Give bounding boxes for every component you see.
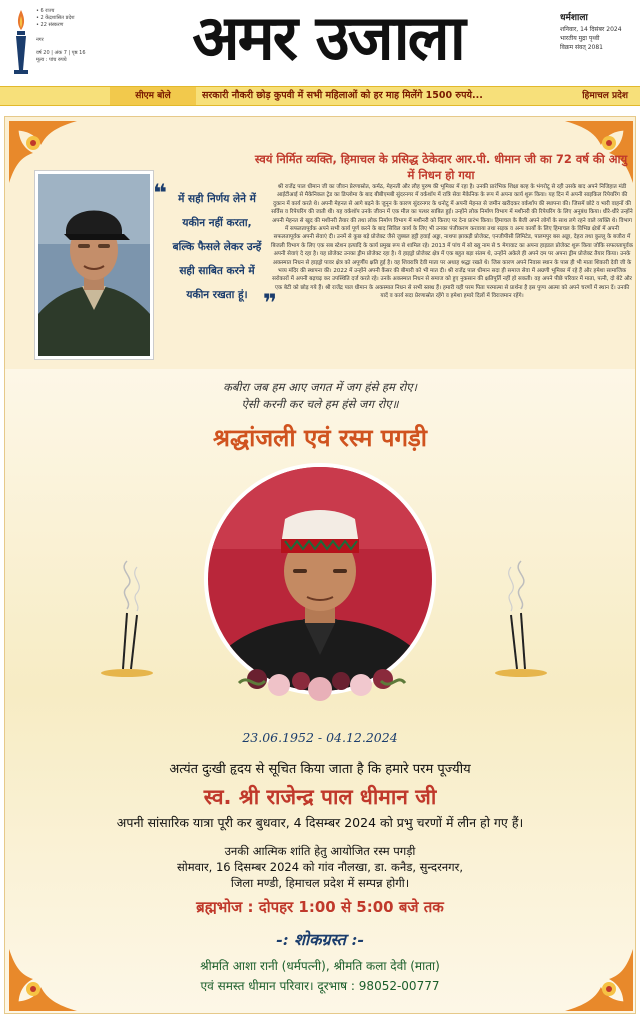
meta-line: • 2 केंद्रशासित प्रदेश (36, 15, 75, 21)
person-portrait-icon (38, 174, 150, 356)
mourners-line: श्रीमति आशा रानी (धर्मपत्नी), श्रीमति कला देवी (माता) (200, 959, 440, 973)
ticker-section[interactable]: हिमाचल प्रदेश (582, 91, 628, 101)
mourners-contact: एवं समस्त धीमान परिवार। दूरभाष : 98052-00777 (200, 979, 440, 993)
issue-date: शनिवार, 14 दिसंबर 2024 (560, 26, 622, 33)
quote-line: में सही निर्णय लेने में (178, 193, 256, 205)
samvat-info: विक्रम संवत् 2081 (560, 44, 603, 51)
portrait-photo-casual (35, 171, 153, 359)
biography-text: श्री राजेंद्र पाल धीमान जी का जीवन प्रेरणास्रोत, कर्मठ, मेहनती और लौह पुरुष की भूमिका में रहा है। उनकी प्रारंभिक शिक्षा बल्ह के भंगरोटू से रही उसके बाद अपने निजिहात मंडी आईटीआई से मैकेनिकल ट्रेड का डिप्लोमा के बाद बीबीएमबी सुंदरनगर में वर्कशॉप में रात्रि सेवा मैकेनिक के रूप में अपना कार्य शुरू किया। यह दिन में अपनी साइकिल रिपेयरिंग की दुकान में कार्य करते थे। अपनी मेहनत से आगे बढ़ने के जुनून के कारण सुंदरनगर के धनोटू में अपनी मेहनत से जमीन खरीदकर वर्कशॉप की स्थापना की। जिसमें छोटे व भारी वाहनों की सर्विस व रिपेयरिंग की जाती थी। यह वर्कशॉप उनके जीवन में एक मील का पत्थर साबित हुई। उन्होंने लोक निर्माण विभाग में मशीनरी की रिपेयरिंग के लिए अनुबंध किया। धीरे-धीरे उन्होंने अपनी मेहनत से खुद की मशीनरी तैयार की तथा लोक निर्माण विभाग में मशीनरी को किराए पर देना प्रारंभ किया। हिमाचल के बैजी अपने लोगों के साथ लगे रहने वाले व्यक्ति थे। विभाग में सफलतापूर्वक अपने सभी कार्य पूर्ण करने के बाद सिविल कार्य के लिए भी उनका पंजीकरण करवाया तथा सड़क व अन्य कार्यों के लिए हिमाचल के विभिन्न क्षेत्रों में अपनी सफलतापूर्वक अपनी सेवाएं दी। उनमें से कुछ बड़े प्रोजेक्ट जैसे जुब्बल हट्टी हवाई अड्डा, नाथपा झाकड़ी प्रोजेक्ट, एनजीपीसी लिमिटेड, पालमपुर बस अड्डा, देहरा तथा कुल्लू के बजौरा में बिजली विभाग के लिए एक सब स्टेशन इत्यादि के कार्य प्रमुख रूप से शामिल रहे। 2013 में पांच में सो ख्यु नाम से 5 मेगावाट का अपना हाइडल प्रोजेक्ट शुरू किया जोकि सफलतापूर्वक अपनी सेवाएं दे रहा है। यह प्रोजेक्ट उनका ड्रीम प्रोजेक्ट रहा है। ये हाइड्रो प्रोजेक्ट क्षेत्र में एक बहुत बड़ा संतम थे, उन्होंने अकेले ही अपने दम पर अपना ड्रीम प्रोजेक्ट तैयार किया। उनके अकस्मात निधन से हाइड्रो पावर क्षेत्र को अपूर्णीय क्षति हुई है। वह शिवरात्रि देवी माता पर अथाह श्रद्धा रखते थे। जिस कारण अपने निवास स्थान के पास ही भी माता शिकारी देवी जी के भव्य मंदिर की स्थापना की। 2022 में उन्होंने अपनी कैंसर की बीमारी को भी मात दी। श्री राजेंद्र पाल धीमान सदा ही समाज सेवा में अग्रणी भूमिका में रहे हैं और हमेशा सामाजिक सरोकारों में अपनी बढ़चढ़ कर उपस्थिति दर्ज करते रहे। उनके अकस्मात निधन से समाज को हुए नुकसान की क्षतिपूर्ति नहीं हो सकती। वह अपने पीछे परिवार में माता, पत्नी, दो बेटे और एक बेटी को छोड़ गये हैं। श्री राजेंद्र पाल धीमान के अकस्मात निधन से सभी स्तब्ध हैं। हमारी यही परम पिता परमात्मा से प्रार्थना है इस पुण्य आत्मा को अपने चरणों में स्थान दें। उनकी यादें व कार्य सदा प्रेरणास्रोत रहेंगे व हमेशा हमारे दिलों में विराजमान रहेंगे। (271, 184, 633, 300)
meta-line: नगर (36, 37, 44, 43)
kabir-couplet (5, 379, 635, 413)
ceremony-date-place: सोमवार, 16 दिसम्बर 2024 को गांव नौलखा, डा. कनैड, सुन्दरनगर, (176, 860, 464, 874)
edition-info (36, 8, 118, 64)
calendar-info: भारतीय मुद्रा पृथ्वी (560, 35, 600, 42)
dateline (560, 14, 638, 52)
ceremony-district: जिला मण्डी, हिमाचल प्रदेश में सम्पन्न होगी। (230, 876, 410, 890)
obituary-headline: स्वयं निर्मित व्यक्ति, हिमाचल के प्रसिद्ध ठेकेदार आर.पी. धीमान जी का 72 वर्ष की आयु में निधन हो गया (254, 152, 628, 182)
deceased-name: स्व. श्री राजेन्द्र पाल धीमान जी (203, 785, 437, 809)
city-name: धर्मशाला (560, 13, 588, 23)
person-portrait-icon (195, 459, 445, 709)
memorial-portrait (195, 459, 445, 709)
brahmabhoj-time: ब्रह्मभोज : दोपहर 1:00 से 5:00 बजे तक (196, 898, 444, 916)
news-ticker (0, 86, 640, 106)
meta-line: वर्ष 20 | अंक 7 | पृष्ठ 16 (36, 50, 86, 56)
announcement-demise: अपनी सांसारिक यात्रा पूरी कर बुधवार, 4 दिसम्बर 2024 को प्रभु चरणों में लीन हो गए हैं। (116, 815, 524, 830)
incense-icon (491, 557, 551, 687)
life-dates: 23.06.1952 - 04.12.2024 (242, 730, 398, 745)
quote-line: यकीन नहीं करता, (182, 217, 252, 229)
couplet-line: कबीरा जब हम आए जगत में जग हंसे हम रोए। (223, 380, 417, 394)
masthead (0, 0, 640, 84)
incense-icon (97, 557, 157, 687)
ceremony-line: उनकी आत्मिक शांति हेतु आयोजित रस्म पगड़ी (224, 844, 416, 858)
announcement-intro: अत्यंत दुःखी हृदय से सूचित किया जाता है कि हमारे परम पूज्यीय (169, 762, 471, 777)
quote-open-icon: ❝ (153, 179, 168, 207)
couplet-line: ऐसी करनी कर चले हम हंसे जग रोए॥ (241, 397, 399, 411)
quote-line: बल्कि फैसले लेकर उन्हें (172, 241, 262, 253)
pull-quote (153, 179, 277, 317)
tribute-title: श्रद्धांजली एवं रस्म पगड़ी (212, 424, 428, 452)
ticker-label: सीएम बोले (110, 87, 196, 105)
meta-line: • 22 संस्करण (36, 22, 64, 28)
newspaper-title: अमर उजाला (192, 1, 464, 74)
obituary-advertisement (4, 116, 636, 1014)
meta-line: • 6 राज्य (36, 8, 55, 14)
quote-close-icon: ❞ (262, 289, 277, 317)
quote-line: यकीन रखता हूं। (186, 289, 248, 301)
quote-line: सही साबित करने में (179, 265, 255, 277)
mourners-heading: -: शोकग्रस्त :- (276, 930, 364, 949)
meta-line: मूल्य : पांच रुपये (36, 57, 67, 63)
torch-logo-icon (10, 6, 32, 78)
ticker-headline[interactable]: सरकारी नौकरी छोड़ कुपवी में सभी महिलाओं को हर माह मिलेंगे 1500 रुपये... (202, 90, 483, 101)
